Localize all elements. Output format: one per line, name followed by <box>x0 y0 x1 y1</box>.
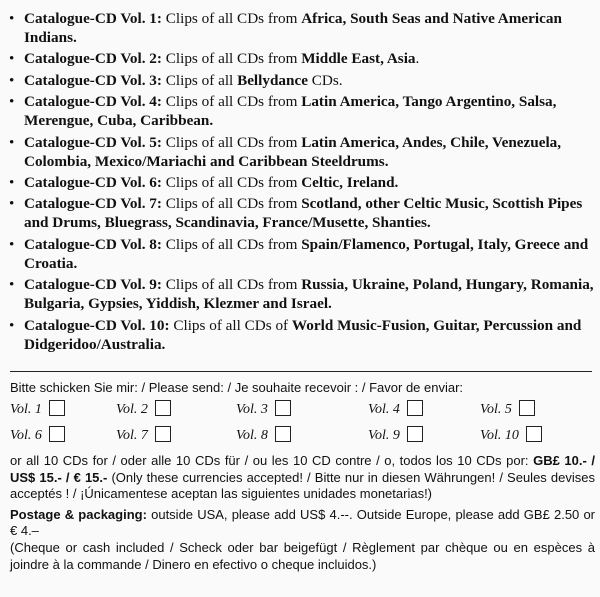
vol-suffix: . <box>415 50 420 68</box>
catalogue-item-vol-7 <box>8 194 594 232</box>
catalogue-item-vol-8 <box>8 235 594 273</box>
vol-title: Catalogue-CD Vol. 2: <box>24 50 162 68</box>
postage-label: Postage & packaging: <box>10 506 147 522</box>
vol-desc: Clips of all CDs from <box>161 10 302 27</box>
vol-label: Vol. 10 <box>480 428 519 443</box>
bullet: • <box>9 235 15 253</box>
vol-title: Catalogue-CD Vol. 3: <box>24 71 162 89</box>
catalogue-item-vol-4 <box>8 92 594 130</box>
all-cds-offer <box>10 453 595 503</box>
currency-note: (Only these currencies accepted! / Bitte nur in diesen Währungen! / Seules devises acceptés ! / ¡Únicamentese aceptan las siguientes unidades monetarias!) <box>10 469 595 502</box>
postage-text: outside USA, please add US$ 4.--. Outside Europe, please add GB£ 2.50 or € 4.– <box>10 506 596 539</box>
vol-title: Catalogue-CD Vol. 5: <box>24 133 162 151</box>
bullet: • <box>9 195 15 213</box>
vol-title: Catalogue-CD Vol. 8: <box>24 235 162 253</box>
all-cds-text: or all 10 CDs for / oder alle 10 CDs für / ou les 10 CD contre / o, todos los 10 CDs por: <box>10 453 534 468</box>
bullet: • <box>9 71 15 89</box>
vol-title: Catalogue-CD Vol. 9: <box>24 276 162 294</box>
vol-5-checkbox[interactable] <box>519 400 535 416</box>
vol-title: Catalogue-CD Vol. 10: <box>24 316 170 334</box>
vol-topic: Latin America, Andes, Chile, Venezuela, Colombia, Mexico/Mariachi and Caribbean Steeldrums. <box>24 133 562 170</box>
vol-9-checkbox[interactable] <box>407 426 423 442</box>
vol-desc: Clips of all <box>161 71 238 89</box>
vol-title: Catalogue-CD Vol. 6: <box>24 173 162 191</box>
vol-topic: Africa, South Seas and Native American Indians. <box>24 10 562 46</box>
vol-label: Vol. 5 <box>480 402 512 417</box>
vol-desc: Clips of all CDs from <box>161 133 302 151</box>
catalogue-item-vol-1 <box>8 9 594 47</box>
bullet: • <box>9 276 15 294</box>
bullet: • <box>9 173 15 191</box>
volume-row-2 <box>10 423 595 449</box>
price: GB£ 10.- / US$ 15.- / € 15.- <box>10 453 596 485</box>
order-form <box>10 379 595 573</box>
vol-8-checkbox[interactable] <box>275 426 291 442</box>
vol-3-checkbox[interactable] <box>275 400 291 416</box>
vol-2-checkbox[interactable] <box>155 400 171 416</box>
bullet: • <box>9 50 15 68</box>
vol-title: Catalogue-CD Vol. 4: <box>24 93 162 111</box>
catalogue-item-vol-10 <box>8 316 594 354</box>
send-line: Bitte schicken Sie mir: / Please send: / Je souhaite recevoir : / Favor de enviar: <box>10 380 464 395</box>
vol-topic: Scotland, other Celtic Music, Scottish Pipes and Drums, Bluegrass, Scandinavia, France/Musette, Shanties. <box>24 195 583 232</box>
vol-desc: Clips of all CDs of <box>169 316 292 334</box>
vol-desc: Clips of all CDs from <box>161 195 302 213</box>
vol-1-checkbox[interactable] <box>49 400 65 416</box>
vol-option-6 <box>10 426 65 444</box>
vol-6-checkbox[interactable] <box>49 426 65 442</box>
bullet: • <box>9 10 15 27</box>
vol-option-1 <box>10 400 65 418</box>
catalogue-item-vol-5 <box>8 133 594 171</box>
divider <box>10 371 592 372</box>
catalogue-list <box>8 9 594 356</box>
vol-option-3 <box>236 400 291 418</box>
catalogue-item-vol-6 <box>8 173 594 192</box>
vol-option-7 <box>116 426 171 444</box>
catalogue-item-vol-3 <box>8 71 594 90</box>
catalogue-item-vol-2 <box>8 49 594 68</box>
vol-desc: Clips of all CDs from <box>161 93 302 111</box>
vol-label: Vol. 8 <box>236 428 268 443</box>
vol-topic: World Music-Fusion, Guitar, Percussion and Didgeridoo/Australia. <box>24 316 582 353</box>
postage-info <box>10 507 595 540</box>
vol-label: Vol. 2 <box>116 402 148 417</box>
catalogue-item-vol-9 <box>8 275 594 313</box>
vol-label: Vol. 1 <box>10 402 42 417</box>
bullet: • <box>9 316 15 334</box>
vol-topic: Celtic, Ireland. <box>301 173 399 191</box>
vol-suffix: CDs. <box>307 71 343 89</box>
vol-option-4 <box>368 400 423 418</box>
vol-desc: Clips of all CDs from <box>161 276 302 294</box>
vol-topic: Latin America, Tango Argentino, Salsa, Merengue, Cuba, Caribbean. <box>24 93 557 130</box>
vol-option-10 <box>480 426 542 444</box>
vol-label: Vol. 9 <box>368 428 400 443</box>
vol-option-2 <box>116 400 171 418</box>
volume-row-1 <box>10 397 595 423</box>
vol-desc: Clips of all CDs from <box>161 50 302 68</box>
vol-label: Vol. 4 <box>368 402 400 417</box>
vol-7-checkbox[interactable] <box>155 426 171 442</box>
vol-topic: Bellydance <box>237 71 308 89</box>
vol-label: Vol. 6 <box>10 428 42 443</box>
vol-option-8 <box>236 426 291 444</box>
vol-4-checkbox[interactable] <box>407 400 423 416</box>
vol-label: Vol. 7 <box>116 428 148 443</box>
vol-title: Catalogue-CD Vol. 7: <box>24 195 162 213</box>
vol-10-checkbox[interactable] <box>526 426 542 442</box>
vol-topic: Spain/Flamenco, Portugal, Italy, Greece and Croatia. <box>24 235 589 272</box>
payment-note: (Cheque or cash included / Scheck oder bar beigefügt / Règlement par chèque ou en espèces à joindre à la commande / Dinero en efectivo o cheque incluidos.) <box>10 539 595 572</box>
vol-title: Catalogue-CD Vol. 1: <box>24 10 162 27</box>
bullet: • <box>9 93 15 111</box>
vol-desc: Clips of all CDs from <box>161 235 302 253</box>
vol-label: Vol. 3 <box>236 402 268 417</box>
vol-desc: Clips of all CDs from <box>161 173 302 191</box>
bullet: • <box>9 133 15 151</box>
vol-topic: Middle East, Asia <box>301 50 416 68</box>
vol-option-5 <box>480 400 535 418</box>
vol-topic: Russia, Ukraine, Poland, Hungary, Romania, Bulgaria, Gypsies, Yiddish, Klezmer and Israel. <box>24 276 594 313</box>
vol-option-9 <box>368 426 423 444</box>
